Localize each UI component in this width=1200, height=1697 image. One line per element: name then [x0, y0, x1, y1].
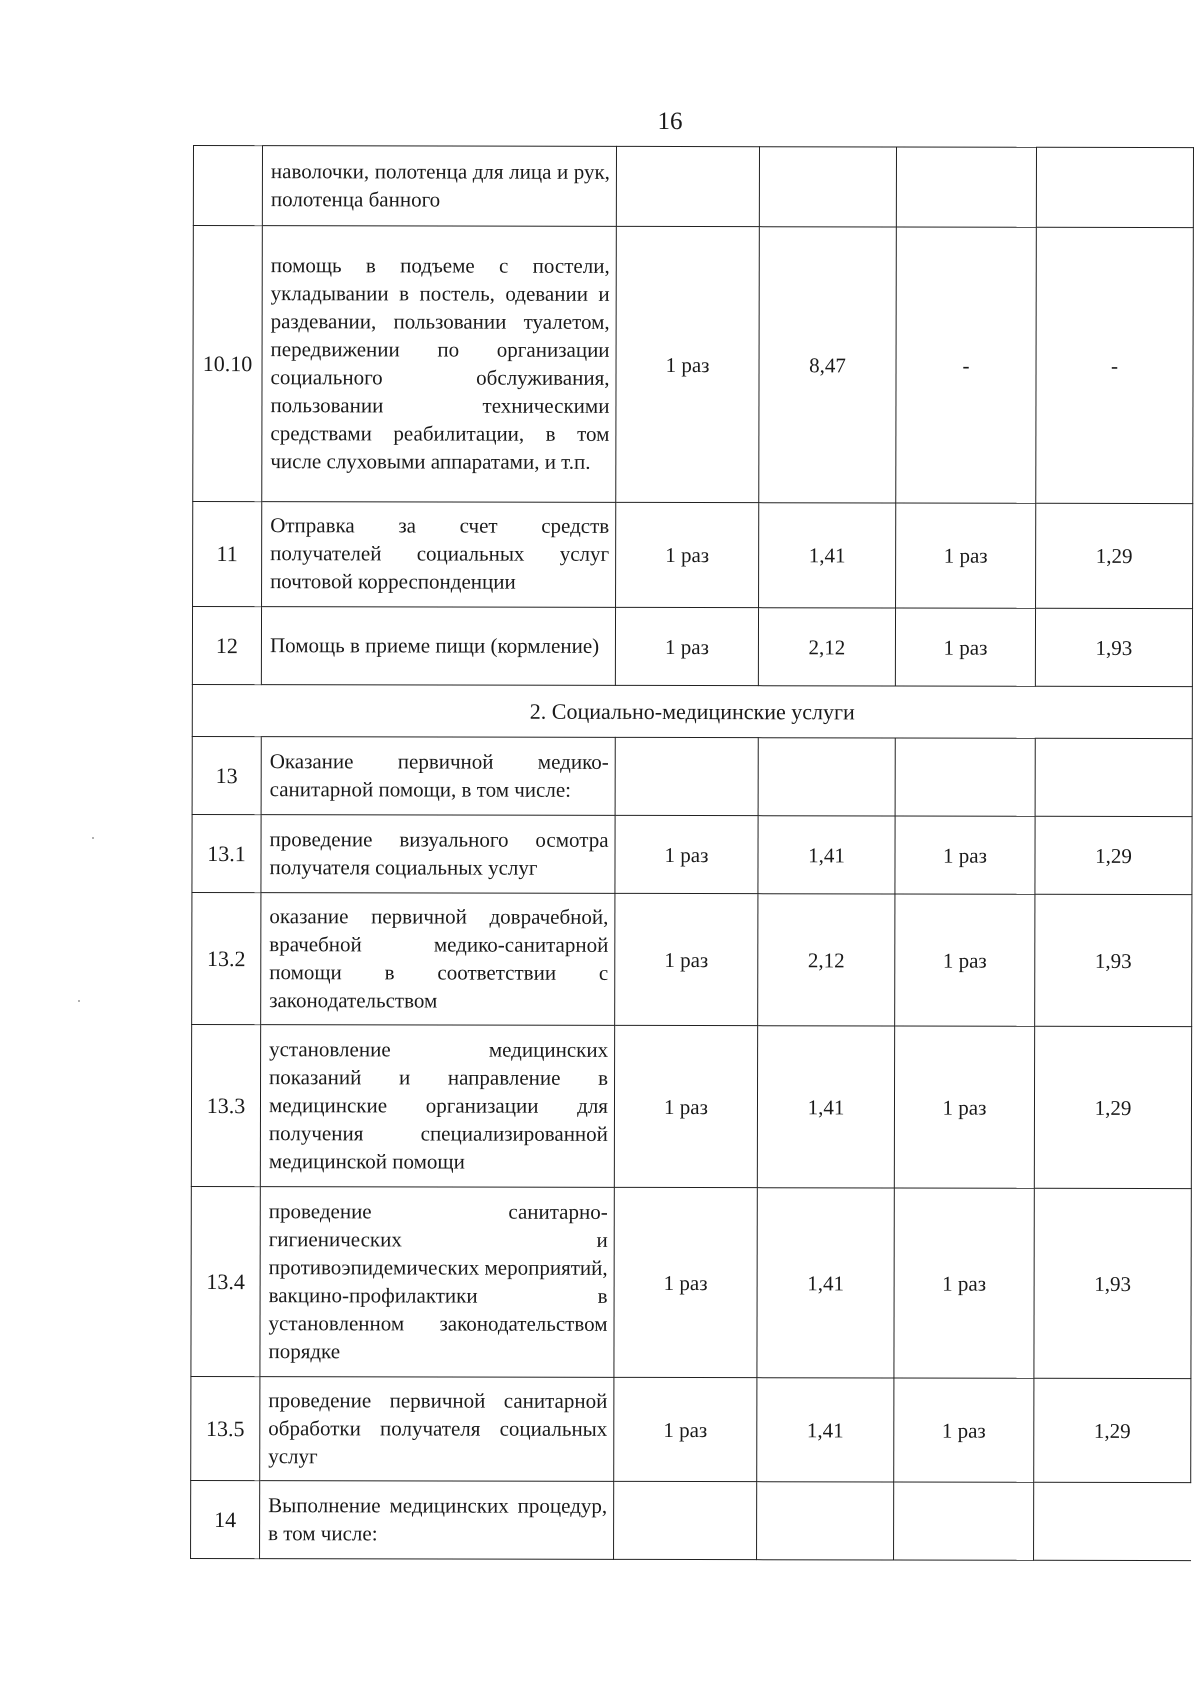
table-row	[193, 226, 1194, 504]
period-cell: -	[896, 227, 1037, 503]
price-cell: 1,41	[758, 816, 895, 894]
table-row	[193, 502, 1193, 609]
price-cell: 1,29	[1036, 503, 1193, 608]
price-cell: 1,29	[1035, 816, 1192, 894]
row-number: 10.10	[193, 226, 263, 502]
table-row	[191, 1480, 1191, 1560]
price-cell: -	[1036, 227, 1194, 503]
period-cell: 1 раз	[894, 1026, 1034, 1188]
period-cell: 1 раз	[895, 894, 1035, 1026]
service-name: установление медицинских показаний и направление в медицинские организации для получения специализированной медицинской помощи	[260, 1025, 614, 1188]
period-cell: 1 раз	[614, 1025, 757, 1187]
table-row	[191, 1024, 1191, 1188]
service-name: Отправка за счет средств получателей социальных услуг почтовой корреспонденции	[262, 502, 616, 608]
period-cell: 1 раз	[615, 893, 758, 1025]
table-row	[192, 814, 1192, 894]
period-cell	[615, 737, 758, 815]
table-row	[192, 736, 1192, 816]
price-cell: 2,12	[758, 608, 895, 686]
price-cell: 1,29	[1034, 1378, 1191, 1482]
row-number: 13	[192, 736, 261, 814]
period-cell: 1 раз	[895, 608, 1035, 686]
price-cell: 1,41	[757, 1378, 894, 1482]
service-name: Помощь в приеме пищи (кормление)	[261, 607, 615, 686]
period-cell: 1 раз	[896, 503, 1036, 608]
period-cell: 1 раз	[894, 1188, 1034, 1378]
period-cell: 1 раз	[895, 816, 1035, 894]
period-cell	[896, 147, 1036, 227]
price-cell: 1,41	[757, 1026, 894, 1188]
service-name: проведение визуального осмотра получателя социальных услуг	[261, 815, 615, 894]
service-name: наволочки, полотенца для лица и рук, полотенца банного	[262, 146, 616, 227]
scan-speck	[92, 837, 94, 839]
period-cell: 1 раз	[894, 1378, 1034, 1482]
row-number: 11	[193, 502, 262, 607]
service-name: проведение первичной санитарной обработки получателя социальных услуг	[260, 1377, 614, 1482]
price-cell: 1,93	[1034, 1188, 1191, 1378]
price-cell: 1,41	[757, 1188, 894, 1378]
service-name: помощь в подъеме с постели, укладывании в постель, одевании и раздевании, пользовании туалетом, передвижении по организации социального обслуживания, пользовании техническими средствами реабилитации, в том числе слуховыми аппаратами, и т.п.	[262, 226, 617, 503]
row-number: 12	[192, 607, 261, 685]
period-cell: 1 раз	[615, 815, 758, 893]
service-name: оказание первичной доврачебной, врачебной медико-санитарной помощи в соответствии с законодательством	[261, 893, 615, 1026]
section-title: 2. Социально-медицинские услуги	[192, 684, 1192, 738]
period-cell	[894, 1482, 1034, 1560]
price-cell: 2,12	[758, 894, 895, 1026]
period-cell: 1 раз	[616, 226, 760, 502]
row-number: 13.5	[191, 1376, 260, 1480]
table-row	[191, 1376, 1191, 1482]
row-number	[193, 146, 262, 226]
period-cell	[614, 1481, 757, 1559]
row-number: 13.2	[192, 892, 261, 1024]
row-number: 13.4	[191, 1186, 260, 1376]
price-cell	[758, 738, 895, 816]
price-cell	[1036, 147, 1193, 227]
period-cell: 1 раз	[615, 607, 758, 685]
table-row	[192, 892, 1192, 1026]
table-row	[191, 1186, 1191, 1378]
service-name: Оказание первичной медико-санитарной помощи, в том числе:	[261, 737, 615, 816]
row-number: 13.1	[192, 814, 261, 892]
period-cell: 1 раз	[614, 1377, 757, 1481]
price-cell	[1035, 738, 1192, 816]
period-cell: 1 раз	[616, 502, 759, 607]
section-header-row	[192, 684, 1192, 738]
row-number: 14	[191, 1480, 260, 1558]
service-name: проведение санитарно-гигиенических и противоэпидемических мероприятий, вакцино-профилактики в установленном законодательством порядке	[260, 1187, 614, 1378]
price-cell	[759, 147, 896, 227]
table-body	[191, 146, 1194, 1561]
price-cell: 1,93	[1035, 894, 1192, 1026]
services-table	[190, 145, 1194, 1561]
period-cell	[895, 738, 1035, 816]
price-cell	[757, 1482, 894, 1560]
service-name: Выполнение медицинских процедур, в том числе:	[260, 1481, 614, 1560]
price-cell: 1,29	[1034, 1026, 1191, 1188]
price-cell: 8,47	[759, 227, 897, 503]
row-number: 13.3	[191, 1024, 260, 1186]
period-cell: 1 раз	[614, 1187, 757, 1377]
table-row	[192, 607, 1192, 687]
scan-speck	[78, 1000, 80, 1002]
price-cell: 1,41	[759, 503, 896, 608]
table-row	[193, 146, 1193, 228]
page-number: 16	[657, 108, 683, 135]
period-cell	[616, 146, 759, 226]
price-cell: 1,93	[1035, 608, 1192, 686]
price-cell	[1034, 1482, 1191, 1560]
